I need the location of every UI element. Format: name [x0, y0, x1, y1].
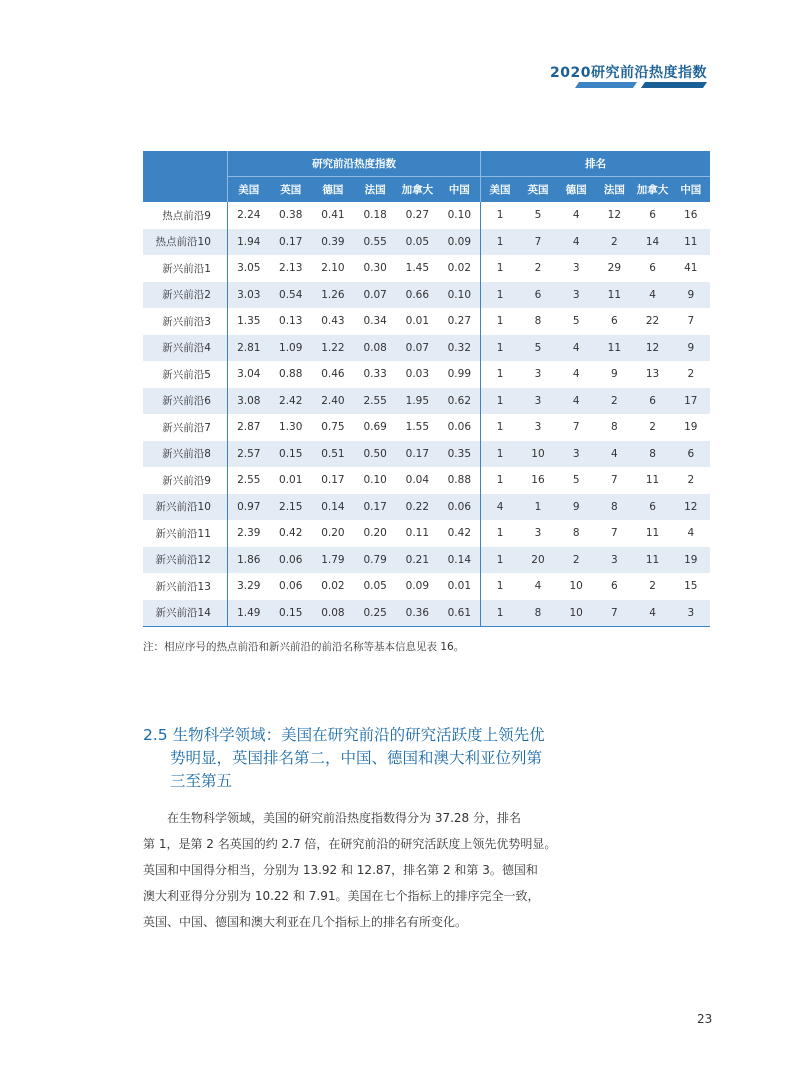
rank-cell: 11	[595, 282, 633, 309]
index-cell: 0.75	[321, 421, 345, 434]
index-cell: 3.08	[227, 388, 269, 415]
row-label: 新兴前沿8	[143, 441, 227, 468]
index-cell: 0.15	[270, 441, 312, 468]
row-label: 新兴前沿12	[143, 547, 227, 574]
index-cell: 0.04	[405, 474, 430, 487]
rank-cell: 3	[534, 368, 542, 381]
row-label: 新兴前沿13	[143, 573, 227, 600]
index-cell: 3.29	[237, 580, 261, 593]
rank-cell: 6	[633, 388, 671, 415]
rank-cell: 4	[534, 580, 542, 593]
index-cell: 1.30	[279, 421, 303, 434]
rank-cell: 8	[611, 421, 618, 434]
country-header-rank: 美国	[481, 177, 519, 203]
rank-cell: 11	[645, 474, 660, 487]
index-cell: 0.41	[321, 209, 345, 222]
index-cell: 0.35	[438, 441, 480, 468]
index-cell: 2.10	[321, 262, 345, 275]
rank-cell: 1	[481, 229, 519, 256]
row-label: 新兴前沿14	[143, 600, 227, 627]
country-header-rank: 加拿大	[633, 177, 671, 203]
index-cell: 0.17	[321, 474, 345, 487]
rank-cell: 4	[557, 388, 595, 415]
rank-cell: 8	[519, 600, 557, 627]
rank-cell: 4	[687, 527, 695, 540]
index-cell: 0.03	[405, 368, 430, 381]
country-header-index: 加拿大	[396, 177, 438, 203]
rank-cell: 1	[481, 600, 519, 627]
index-cell: 2.87	[237, 421, 261, 434]
country-header-rank: 法国	[595, 177, 633, 203]
rank-cell: 8	[534, 315, 542, 328]
rank-cell: 2	[687, 474, 695, 487]
index-cell: 0.02	[438, 255, 480, 282]
rank-cell: 2	[649, 421, 656, 434]
heading-line: 三至第五	[170, 772, 233, 790]
index-cell: 1.09	[270, 335, 312, 362]
index-cell: 0.66	[396, 282, 438, 309]
rank-cell: 5	[572, 474, 580, 487]
running-header-title: 2020研究前沿热度指数	[550, 65, 707, 81]
rank-cell: 3	[572, 262, 580, 275]
rank-cell: 11	[595, 335, 633, 362]
body-line: 在生物科学领域，美国的研究前沿热度指数得分为 37.28 分，排名	[167, 811, 521, 825]
index-cell: 0.17	[270, 229, 312, 256]
body-line: 第 1，是第 2 名英国的约 2.7 倍，在研究前沿的研究活跃度上领先优势明显。	[143, 837, 557, 851]
index-cell: 1.94	[227, 229, 269, 256]
index-cell: 0.07	[354, 282, 396, 309]
rank-cell: 2	[534, 262, 542, 275]
index-cell: 0.42	[438, 520, 480, 547]
rank-cell: 1	[481, 547, 519, 574]
row-label: 热点前沿10	[143, 229, 227, 256]
country-header-rank: 德国	[557, 177, 595, 203]
index-cell: 0.01	[279, 474, 303, 487]
index-cell: 0.08	[312, 600, 354, 627]
rank-cell: 9	[611, 368, 618, 381]
rank-cell: 12	[633, 335, 671, 362]
table-row	[143, 467, 710, 494]
row-label: 新兴前沿5	[143, 361, 227, 388]
rank-cell: 3	[595, 547, 633, 574]
table-row	[143, 361, 710, 388]
rank-cell: 7	[611, 474, 618, 487]
rank-cell: 1	[481, 388, 519, 415]
index-cell: 2.57	[227, 441, 269, 468]
rank-cell: 5	[534, 209, 542, 222]
index-cell: 0.88	[438, 467, 480, 494]
index-cell: 2.24	[237, 209, 261, 222]
rank-cell: 9	[672, 335, 710, 362]
rank-cell: 12	[607, 209, 622, 222]
rank-cell: 6	[672, 441, 710, 468]
rank-cell: 22	[645, 315, 660, 328]
rank-cell: 7	[611, 527, 618, 540]
table-row	[143, 414, 710, 441]
rank-cell: 2	[557, 547, 595, 574]
index-cell: 0.32	[438, 335, 480, 362]
rank-cell: 13	[645, 368, 660, 381]
index-cell: 3.03	[227, 282, 269, 309]
index-cell: 2.42	[270, 388, 312, 415]
rank-cell: 8	[633, 441, 671, 468]
index-cell: 2.81	[227, 335, 269, 362]
country-header-index: 法国	[354, 177, 396, 203]
index-cell: 0.09	[405, 580, 430, 593]
rank-cell: 3	[672, 600, 710, 627]
table-row	[143, 229, 710, 256]
index-cell: 0.99	[438, 361, 480, 388]
rank-cell: 4	[633, 282, 671, 309]
table-row	[143, 282, 710, 309]
index-cell: 3.04	[237, 368, 261, 381]
index-cell: 1.79	[312, 547, 354, 574]
table-row	[143, 335, 710, 362]
table-body	[143, 202, 710, 627]
rank-cell: 2	[687, 368, 695, 381]
rank-cell: 17	[672, 388, 710, 415]
rank-cell: 1	[519, 494, 557, 521]
index-cell: 0.06	[438, 414, 480, 441]
group-header-index: 研究前沿热度指数	[227, 151, 480, 177]
index-cell: 0.34	[363, 315, 387, 328]
index-cell: 0.01	[405, 315, 430, 328]
rank-cell: 41	[684, 262, 698, 275]
row-label: 新兴前沿10	[143, 494, 227, 521]
index-cell: 0.62	[438, 388, 480, 415]
index-cell: 0.17	[396, 441, 438, 468]
country-header-row	[143, 177, 710, 203]
index-cell: 2.39	[237, 527, 261, 540]
rank-cell: 8	[572, 527, 580, 540]
index-cell: 0.11	[405, 527, 430, 540]
index-cell: 0.97	[227, 494, 269, 521]
index-cell: 0.14	[438, 547, 480, 574]
rank-cell: 9	[672, 282, 710, 309]
index-cell: 0.09	[438, 229, 480, 256]
index-cell: 0.69	[363, 421, 387, 434]
index-cell: 0.46	[321, 368, 345, 381]
rank-cell: 2	[595, 229, 633, 256]
rank-cell: 1	[496, 209, 504, 222]
index-cell: 0.38	[279, 209, 303, 222]
rank-cell: 16	[684, 209, 698, 222]
index-cell: 0.07	[396, 335, 438, 362]
table-row	[143, 494, 710, 521]
index-cell: 0.15	[270, 600, 312, 627]
rank-cell: 4	[633, 600, 671, 627]
index-cell: 0.50	[354, 441, 396, 468]
index-cell: 0.88	[279, 368, 303, 381]
index-cell: 1.26	[312, 282, 354, 309]
rank-cell: 6	[633, 494, 671, 521]
index-cell: 0.27	[405, 209, 430, 222]
table-note: 注：相应序号的热点前沿和新兴前沿的前沿名称等基本信息见表 16。	[143, 641, 465, 653]
heading-line: 2.5 生物科学领域：美国在研究前沿的研究活跃度上领先优	[143, 726, 545, 744]
row-label: 新兴前沿1	[143, 255, 227, 282]
index-cell: 2.55	[237, 474, 261, 487]
country-header-rank: 中国	[672, 177, 710, 203]
row-label: 新兴前沿7	[143, 414, 227, 441]
rank-cell: 6	[611, 580, 618, 593]
table-row	[143, 441, 710, 468]
index-cell: 2.40	[312, 388, 354, 415]
rank-cell: 4	[481, 494, 519, 521]
rank-cell: 4	[572, 209, 580, 222]
rank-cell: 20	[519, 547, 557, 574]
section-heading	[143, 724, 563, 793]
body-line: 澳大利亚得分分别为 10.22 和 7.91。美国在七个指标上的排序完全一致，	[143, 889, 540, 903]
rank-cell: 3	[534, 527, 542, 540]
rank-cell: 29	[607, 262, 622, 275]
rank-cell: 5	[519, 335, 557, 362]
index-cell: 1.55	[405, 421, 430, 434]
rank-cell: 10	[569, 580, 583, 593]
table-row	[143, 520, 710, 547]
rank-cell: 10	[557, 600, 595, 627]
rank-cell: 1	[496, 580, 504, 593]
index-cell: 0.08	[354, 335, 396, 362]
index-cell: 0.18	[363, 209, 387, 222]
rank-cell: 3	[557, 441, 595, 468]
index-cell: 1.35	[237, 315, 261, 328]
index-cell: 0.10	[438, 202, 480, 229]
rank-cell: 14	[633, 229, 671, 256]
row-label: 新兴前沿2	[143, 282, 227, 309]
rank-cell: 9	[557, 494, 595, 521]
row-label: 新兴前沿3	[143, 308, 227, 335]
index-cell: 0.42	[279, 527, 303, 540]
index-cell: 0.36	[396, 600, 438, 627]
index-cell: 0.02	[321, 580, 345, 593]
rank-cell: 1	[496, 421, 504, 434]
rank-cell: 11	[633, 547, 671, 574]
rank-cell: 3	[557, 282, 595, 309]
index-cell: 2.15	[270, 494, 312, 521]
heading-line: 势明显，英国排名第二，中国、德国和澳大利亚位列第	[170, 749, 543, 767]
index-cell: 1.45	[405, 262, 430, 275]
index-cell: 1.49	[227, 600, 269, 627]
row-label: 热点前沿9	[143, 202, 227, 229]
body-paragraph	[143, 805, 557, 935]
rank-cell: 3	[534, 421, 542, 434]
index-cell: 0.20	[321, 527, 345, 540]
row-label: 新兴前沿6	[143, 388, 227, 415]
index-cell: 3.05	[237, 262, 261, 275]
rank-cell: 1	[496, 315, 504, 328]
index-cell: 0.21	[396, 547, 438, 574]
country-header-index: 德国	[312, 177, 354, 203]
rank-cell: 6	[649, 262, 656, 275]
index-cell: 0.06	[438, 494, 480, 521]
index-cell: 0.55	[354, 229, 396, 256]
country-header-index: 英国	[270, 177, 312, 203]
rank-cell: 2	[595, 388, 633, 415]
rank-cell: 1	[496, 527, 504, 540]
index-cell: 0.05	[396, 229, 438, 256]
index-cell: 0.51	[312, 441, 354, 468]
index-cell: 0.06	[279, 580, 303, 593]
table-row	[143, 255, 710, 282]
index-cell: 2.13	[279, 262, 303, 275]
index-cell: 1.22	[312, 335, 354, 362]
rank-cell: 11	[672, 229, 710, 256]
rank-cell: 12	[672, 494, 710, 521]
index-cell: 0.10	[438, 282, 480, 309]
rank-cell: 6	[611, 315, 618, 328]
index-cell: 2.55	[354, 388, 396, 415]
index-cell: 0.33	[363, 368, 387, 381]
row-label: 新兴前沿11	[143, 520, 227, 547]
rank-cell: 3	[519, 388, 557, 415]
rank-cell: 1	[481, 441, 519, 468]
body-line: 英国和中国得分相当，分别为 13.92 和 12.87，排名第 2 和第 3。德国和	[143, 863, 538, 877]
row-label: 新兴前沿9	[143, 467, 227, 494]
rank-cell: 1	[496, 368, 504, 381]
rank-cell: 4	[557, 335, 595, 362]
table-row	[143, 388, 710, 415]
index-cell: 0.13	[279, 315, 303, 328]
index-cell: 0.05	[363, 580, 387, 593]
table-row	[143, 547, 710, 574]
index-cell: 0.25	[354, 600, 396, 627]
rank-cell: 1	[481, 282, 519, 309]
index-cell: 0.10	[363, 474, 387, 487]
index-cell: 0.79	[354, 547, 396, 574]
index-cell: 1.86	[227, 547, 269, 574]
country-header-index: 中国	[438, 177, 480, 203]
rank-cell: 7	[519, 229, 557, 256]
index-cell: 0.06	[270, 547, 312, 574]
table-row	[143, 308, 710, 335]
index-cell: 0.61	[438, 600, 480, 627]
rank-cell: 4	[572, 368, 580, 381]
index-cell: 0.22	[396, 494, 438, 521]
index-cell: 0.43	[321, 315, 345, 328]
rank-cell: 19	[672, 547, 710, 574]
table-row	[143, 600, 710, 627]
rank-cell: 7	[595, 600, 633, 627]
rank-cell: 16	[531, 474, 545, 487]
body-line: 英国、中国、德国和澳大利亚在几个指标上的排名有所变化。	[143, 915, 468, 929]
rank-cell: 11	[645, 527, 660, 540]
index-cell: 0.01	[438, 573, 480, 600]
data-table	[143, 151, 710, 627]
rank-cell: 6	[519, 282, 557, 309]
rank-cell: 2	[649, 580, 656, 593]
rank-cell: 10	[519, 441, 557, 468]
rank-cell: 4	[557, 229, 595, 256]
rank-cell: 7	[572, 421, 580, 434]
index-cell: 0.14	[312, 494, 354, 521]
rank-cell: 7	[687, 315, 695, 328]
header-decoration	[575, 82, 707, 88]
page-number: 23	[697, 1012, 713, 1026]
corner-header-cell	[143, 151, 227, 202]
rank-cell: 6	[649, 209, 656, 222]
country-header-rank: 英国	[519, 177, 557, 203]
rank-cell: 8	[595, 494, 633, 521]
rank-cell: 5	[572, 315, 580, 328]
rank-cell: 1	[496, 262, 504, 275]
index-cell: 0.30	[363, 262, 387, 275]
table-row	[143, 573, 710, 600]
index-cell: 0.17	[354, 494, 396, 521]
country-header-index: 美国	[227, 177, 269, 203]
rank-cell: 4	[595, 441, 633, 468]
row-label: 新兴前沿4	[143, 335, 227, 362]
index-cell: 0.20	[363, 527, 387, 540]
group-header-rank: 排名	[481, 151, 710, 177]
rank-cell: 1	[496, 474, 504, 487]
index-cell: 0.27	[438, 308, 480, 335]
index-cell: 0.39	[312, 229, 354, 256]
rank-cell: 1	[481, 335, 519, 362]
rank-cell: 15	[684, 580, 698, 593]
table-row	[143, 202, 710, 229]
index-cell: 0.54	[270, 282, 312, 309]
index-cell: 1.95	[396, 388, 438, 415]
rank-cell: 19	[684, 421, 698, 434]
